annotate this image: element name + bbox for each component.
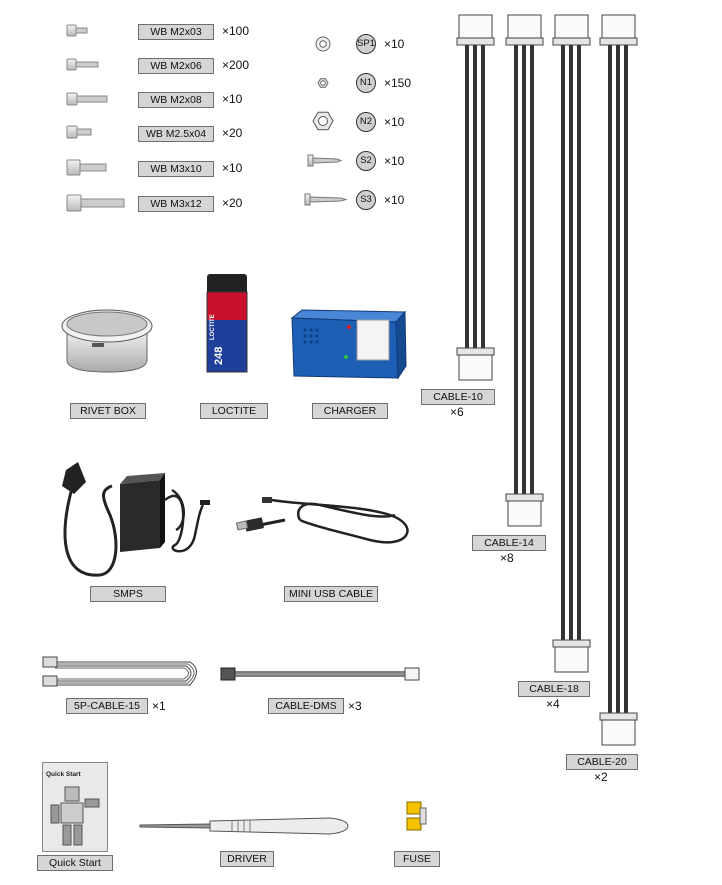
screw-qty: ×100 — [222, 24, 250, 38]
screwdriver-icon — [140, 818, 348, 834]
screw-wb-m3x10-icon — [67, 160, 106, 175]
cable-18-label: CABLE-18 — [518, 681, 590, 697]
quick-start-booklet — [42, 762, 108, 852]
screw-label: WB M3x10 — [138, 161, 214, 177]
hardware-code-badge: S2 — [356, 151, 376, 171]
screw-label: WB M2x03 — [138, 24, 214, 40]
smps-label: SMPS — [90, 586, 166, 602]
driver-label: DRIVER — [220, 851, 274, 867]
5p-cable-label: 5P-CABLE-15 — [66, 698, 148, 714]
hardware-code-badge: N1 — [356, 73, 376, 93]
cable-10-icon — [457, 15, 494, 380]
hardware-code-badge: N2 — [356, 112, 376, 132]
hardware-code-badge: S3 — [356, 190, 376, 210]
hardware-qty: ×150 — [384, 76, 412, 90]
fuse-icon — [407, 802, 426, 830]
smps-adapter-icon — [62, 462, 210, 575]
screw-label: WB M2x08 — [138, 92, 214, 108]
cable-20-qty: ×2 — [594, 770, 608, 784]
hardware-qty: ×10 — [384, 37, 405, 51]
washer-icon — [316, 37, 330, 51]
screw-wb-m2x06-icon — [67, 59, 98, 70]
cable-10-qty: ×6 — [450, 405, 464, 419]
loctite-code-text: 248 — [213, 346, 225, 365]
loctite-label: LOCTITE — [200, 403, 268, 419]
cable-14-icon — [506, 15, 543, 526]
loctite-tube-icon — [207, 274, 247, 372]
screw-label: WB M3x12 — [138, 196, 214, 212]
small-nut-icon — [318, 79, 328, 88]
screw-label: WB M2x06 — [138, 58, 214, 74]
charger-icon — [292, 310, 406, 378]
5p-cable-qty: ×1 — [152, 699, 166, 713]
loctite-brand-text: LOCTITE — [210, 314, 216, 340]
cable-dms-label: CABLE-DMS — [268, 698, 344, 714]
long-tapping-screw-icon — [305, 194, 346, 205]
cable-10-label: CABLE-10 — [421, 389, 495, 405]
hardware-qty: ×10 — [384, 154, 405, 168]
cable-14-label: CABLE-14 — [472, 535, 546, 551]
tapping-screw-icon — [308, 155, 341, 166]
cable-18-qty: ×4 — [546, 697, 560, 711]
screw-label: WB M2.5x04 — [138, 126, 214, 142]
cable-14-qty: ×8 — [500, 551, 514, 565]
large-nut-icon — [313, 112, 333, 129]
quick-start-cover-title: Quick Start — [46, 771, 81, 778]
cable-20-icon — [600, 15, 637, 745]
dms-cable-icon — [221, 668, 419, 680]
screw-qty: ×20 — [222, 196, 243, 210]
screw-wb-m3x12-icon — [67, 195, 124, 211]
screw-wb-m2.5x04-icon — [67, 126, 91, 138]
mini-usb-cable-label: MINI USB CABLE — [284, 586, 378, 602]
hardware-qty: ×10 — [384, 115, 405, 129]
robot-figure-icon — [43, 763, 107, 851]
screw-wb-m2x08-icon — [67, 93, 107, 105]
rivet-box-label: RIVET BOX — [70, 403, 146, 419]
hardware-code-badge: SP1 — [356, 34, 376, 54]
5p-cable-icon — [43, 657, 197, 686]
screw-qty: ×10 — [222, 92, 243, 106]
quick-start-label: Quick Start — [37, 855, 113, 871]
screw-qty: ×10 — [222, 161, 243, 175]
screw-wb-m2x03-icon — [67, 25, 87, 36]
fuse-label: FUSE — [394, 851, 440, 867]
screw-qty: ×20 — [222, 126, 243, 140]
hardware-qty: ×10 — [384, 193, 405, 207]
rivet-box-icon — [62, 310, 152, 372]
mini-usb-cable-icon — [236, 497, 407, 542]
screw-qty: ×200 — [222, 58, 250, 72]
cable-18-icon — [553, 15, 590, 672]
cable-20-label: CABLE-20 — [566, 754, 638, 770]
cable-dms-qty: ×3 — [348, 699, 362, 713]
charger-label: CHARGER — [312, 403, 388, 419]
